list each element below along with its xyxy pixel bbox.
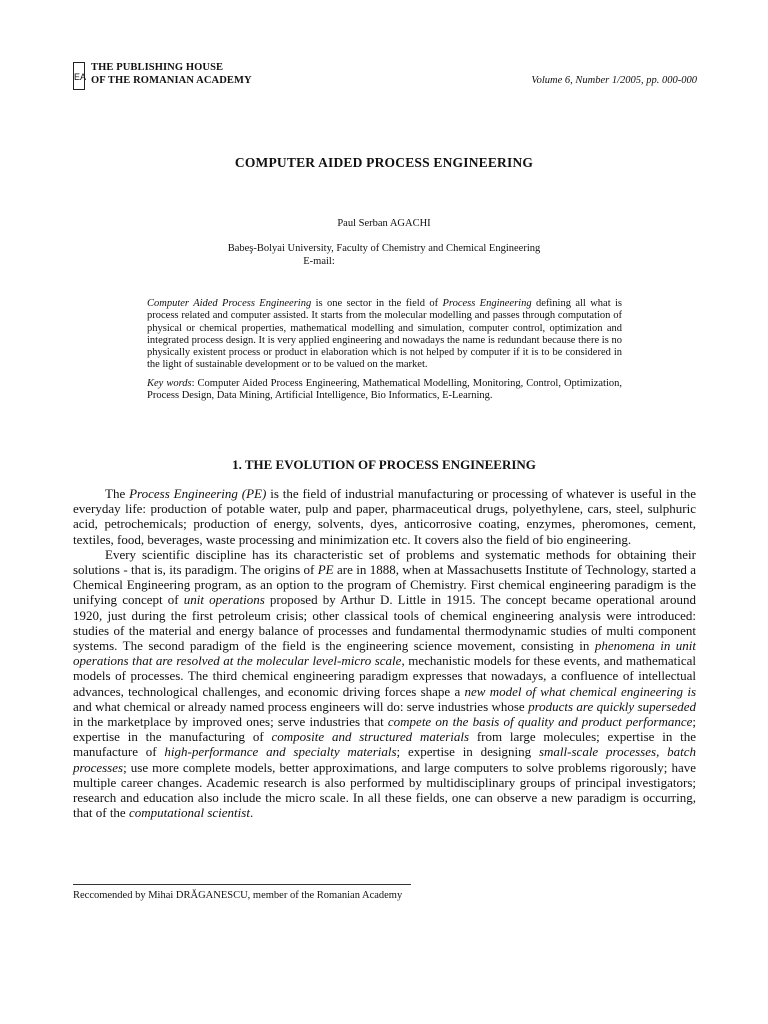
keywords — [147, 378, 622, 403]
paragraph-2 — [73, 547, 696, 821]
academy-logo-icon: EA — [73, 62, 85, 90]
text-span: The — [105, 486, 130, 501]
volume-info: Volume 6, Number 1/2005, pp. 000-000 — [531, 75, 697, 86]
abstract-span: is one sector in the field of — [311, 298, 443, 309]
text-span: from large molecules; expertise in the manufacture of — [73, 729, 697, 760]
publisher-name — [91, 62, 252, 87]
text-span: ; use more complete models, better approximations, and large computers to solve problems rigorously; have multiple career changes. Academic research is also performed by multidisciplinary groups of principal investigators; research and education also include the micro scale. In all these fields, one can observe a new paradigm is occurring, that of the — [73, 759, 696, 821]
paper-title: COMPUTER AIDED PROCESS ENGINEERING — [234, 155, 534, 170]
text-span: Every scientific discipline has its characteristic set of problems and systematic methods for obtaining their solutions - that is, its paradigm. The origins of — [73, 546, 696, 578]
emphasis-span: phenomena in unit operations that are resolved at the molecular level-micro scale — [73, 638, 697, 669]
text-span: ; expertise in designing — [396, 744, 539, 760]
text-span: is the field of industrial manufacturing or processing of whatever is useful in the everyday life: production of potable water, pulp and paper, pharmaceutical drugs, polyethylene, cars, steel, sulphuric acid, petrochemicals; production of energy, solvents, dyes, anticorrosive coating, enzymes, pheromones, cement, textiles, food, beverages, waste processing and minimization etc. It covers also the field of bio engineering. — [73, 486, 696, 547]
emphasis-span: products are quickly superseded — [528, 698, 696, 714]
abstract-term: Computer Aided Process Engineering — [147, 298, 312, 309]
text-span: , mechanistic models for these events, and mathematical models of processes. The third chemical engineering paradigm expresses that nowadays, a confluence of intellectual advances, technological challenges, and economic driving forces shape a — [73, 653, 696, 699]
text-span: and what chemical or already named process engineers will do: serve industries whose — [73, 698, 529, 714]
footnote: Reccomended by Mihai DRĂGANESCU, member of the Romanian Academy — [73, 890, 403, 901]
affiliation-line: Babeş-Bolyai University, Faculty of Chemistry and Chemical Engineering — [227, 243, 541, 254]
section-heading: 1. THE EVOLUTION OF PROCESS ENGINEERING — [232, 457, 536, 472]
emphasis-span: composite and structured materials — [271, 729, 470, 745]
abstract-text — [147, 298, 622, 372]
page-header — [73, 62, 697, 92]
emphasis-span: high-performance and specialty materials — [164, 744, 397, 760]
author-name: Paul Serban AGACHI — [337, 218, 431, 229]
publisher-line-2: OF THE ROMANIAN ACADEMY — [91, 74, 252, 86]
emphasis-span: small-scale processes, batch processes — [73, 744, 697, 775]
keywords-label: Key words — [147, 377, 192, 389]
paragraph-1 — [73, 486, 696, 547]
emphasis-span: unit operations — [183, 592, 265, 608]
text-span: ; expertise in the manufacturing of — [73, 714, 696, 745]
body-text — [73, 486, 696, 820]
emphasis-span: Process Engineering (PE) — [129, 486, 267, 501]
emphasis-span: PE — [317, 562, 334, 578]
publisher-line-1: THE PUBLISHING HOUSE — [91, 62, 224, 73]
abstract-span: defining all what is process related and computer assisted. It starts from the molecular modelling and passes through computation of physical or chemical properties, mathematical modelling and simulation, computer control, optimization and integrated process design. It is very applied engineering and nowadays the name is redundant because there is no physically existent process or product in elaboration which is not helped by computer if it is to be considered in the light of sustainable development or to be valued on the market. — [147, 298, 623, 371]
keywords-text: : Computer Aided Process Engineering, Mathematical Modelling, Monitoring, Control, Optimization, Process Design, Data Mining, Artificial Intelligence, Bio Informatics, E-Learning. — [147, 377, 622, 402]
email-label: E-mail: — [303, 255, 335, 267]
text-span: . — [249, 805, 254, 821]
abstract-term: Process Engineering — [442, 298, 532, 309]
emphasis-span: computational scientist — [128, 805, 250, 821]
emphasis-span: compete on the basis of quality and product performance — [387, 714, 693, 730]
affiliation — [0, 243, 768, 268]
text-span: in the marketplace by improved ones; serve industries that — [73, 714, 388, 730]
emphasis-span: new model of what chemical engineering is — [464, 683, 696, 699]
abstract — [147, 298, 622, 402]
footnote-divider — [73, 884, 411, 885]
text-span: are in 1888, when at Massachusetts Institute of Technology, started a Chemical Engineering program, as an option to the program of Chemistry. First chemical engineering paradigm is the unifying concept of — [73, 562, 696, 608]
text-span: proposed by Arthur D. Little in 1915. The concept became operational around 1920, just during the first petroleum crisis; other classical tools of chemical engineering analysis were introduced: studies of the material and energy balance of processes and fundamental thermodynamic studies of multi component systems. The second paradigm of the field is the engineering science movement, consisting in — [73, 592, 697, 654]
